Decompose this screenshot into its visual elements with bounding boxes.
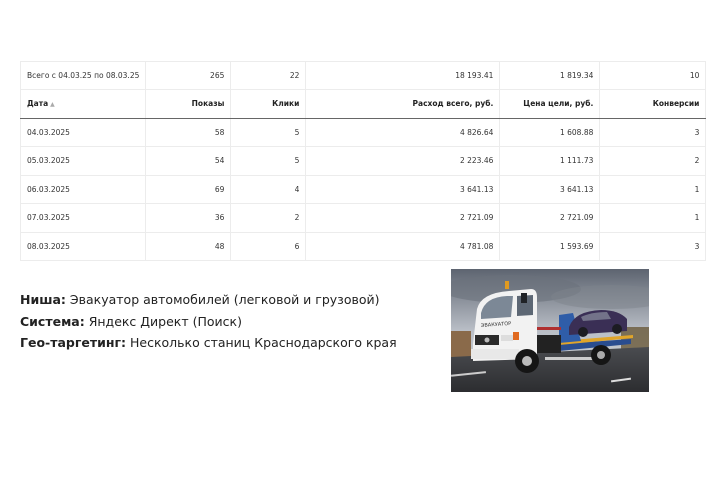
cell-date: 04.03.2025 — [21, 118, 146, 147]
system-label: Система: — [20, 313, 85, 329]
column-header-clicks[interactable]: Клики — [231, 90, 306, 119]
total-row — [21, 62, 706, 90]
geo-label: Гео-таргетинг: — [20, 335, 127, 350]
cell-impressions: 58 — [146, 118, 231, 147]
geo-line — [20, 333, 397, 355]
cell-conversions: 3 — [600, 232, 706, 261]
cell-goal-price: 1 608.88 — [500, 118, 600, 147]
total-label: Всего с 04.03.25 по 08.03.25 — [21, 62, 146, 90]
header-row — [21, 90, 706, 119]
cell-conversions: 3 — [600, 118, 706, 147]
system-value: Яндекс Директ (Поиск) — [84, 313, 242, 329]
tow-truck-photo — [451, 269, 649, 392]
cell-conversions: 1 — [600, 204, 706, 233]
truck-text: ЭВАКУАТОР — [480, 320, 512, 329]
sort-ascending-icon[interactable]: ▲ — [50, 101, 55, 109]
cell-clicks: 6 — [231, 232, 306, 261]
cell-date: 05.03.2025 — [21, 147, 146, 176]
niche-label: Ниша: — [20, 292, 66, 307]
cell-conversions: 1 — [600, 175, 706, 204]
cell-clicks: 5 — [231, 118, 306, 147]
cell-date: 06.03.2025 — [21, 175, 146, 204]
total-goal-price: 1 819.34 — [500, 62, 600, 90]
cell-spend: 4 781.08 — [306, 232, 500, 261]
system-line — [20, 312, 397, 334]
table-row — [21, 204, 706, 233]
cell-goal-price: 1 593.69 — [500, 232, 600, 261]
niche-line — [20, 290, 397, 312]
campaign-info — [20, 290, 397, 355]
cell-spend: 4 826.64 — [306, 118, 500, 147]
total-spend: 18 193.41 — [306, 62, 500, 90]
cell-impressions: 48 — [146, 232, 231, 261]
cell-clicks: 5 — [231, 147, 306, 176]
geo-value: Несколько станиц Краснодарского края — [126, 335, 397, 350]
table-row — [21, 147, 706, 176]
cell-date: 07.03.2025 — [21, 204, 146, 233]
cell-date: 08.03.2025 — [21, 232, 146, 261]
cell-impressions: 54 — [146, 147, 231, 176]
table-row — [21, 118, 706, 147]
column-header-goal-price[interactable]: Цена цели, руб. — [500, 90, 600, 119]
niche-value: Эвакуатор автомобилей (легковой и грузовой) — [65, 292, 380, 307]
cell-impressions: 69 — [146, 175, 231, 204]
cell-spend: 2 721.09 — [306, 204, 500, 233]
column-header-spend[interactable]: Расход всего, руб. — [306, 90, 500, 119]
column-header-impressions[interactable]: Показы — [146, 90, 231, 119]
tow-truck-illustration — [451, 269, 649, 392]
cell-clicks: 2 — [231, 204, 306, 233]
cell-spend: 3 641.13 — [306, 175, 500, 204]
total-impressions: 265 — [146, 62, 231, 90]
cell-goal-price: 2 721.09 — [500, 204, 600, 233]
cell-conversions: 2 — [600, 147, 706, 176]
total-clicks: 22 — [231, 62, 306, 90]
table-row — [21, 175, 706, 204]
column-header-conversions[interactable]: Конверсии — [600, 90, 706, 119]
statistics-table — [20, 61, 706, 261]
total-conversions: 10 — [600, 62, 706, 90]
column-header-date[interactable]: Дата ▲ — [21, 90, 146, 119]
cell-clicks: 4 — [231, 175, 306, 204]
table-row — [21, 232, 706, 261]
cell-impressions: 36 — [146, 204, 231, 233]
cell-goal-price: 3 641.13 — [500, 175, 600, 204]
cell-spend: 2 223.46 — [306, 147, 500, 176]
cell-goal-price: 1 111.73 — [500, 147, 600, 176]
